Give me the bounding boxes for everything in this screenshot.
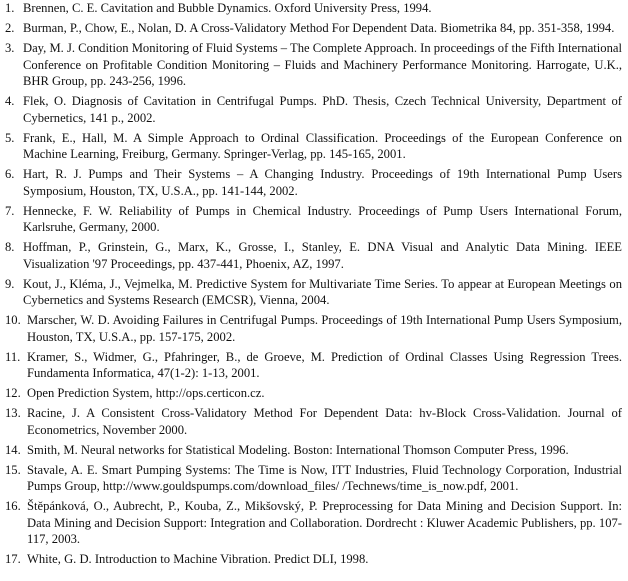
reference-item [5, 239, 622, 272]
reference-item [5, 349, 622, 382]
reference-text: Hennecke, F. W. Reliability of Pumps in Chemical Industry. Proceedings of Pump Users International Forum, Karlsruhe, Germany, 2000. [23, 203, 622, 234]
reference-item [5, 166, 622, 199]
reference-item [5, 0, 622, 17]
reference-text: Hoffman, P., Grinstein, G., Marx, K., Grosse, I., Stanley, E. DNA Visual and Analytic Data Mining. IEEE Visualization '97 Proceedings, pp. 437-441, Phoenix, AZ, 1997. [23, 240, 622, 271]
reference-number: 2. [5, 21, 15, 35]
reference-number: 10. [5, 313, 21, 327]
reference-text: Frank, E., Hall, M. A Simple Approach to Ordinal Classification. Proceedings of the European Conference on Machine Learning, Freiburg, Germany. Springer-Verlag, pp. 145-165, 2001. [23, 130, 622, 161]
reference-number: 16. [5, 499, 21, 513]
reference-item [5, 462, 622, 495]
reference-item [5, 20, 622, 37]
reference-number: 12. [5, 386, 21, 400]
reference-item [5, 385, 622, 402]
reference-text: Day, M. J. Condition Monitoring of Fluid Systems – The Complete Approach. In proceedings of the Fifth International Conference on Profitable Condition Monitoring – Fluids and Machinery Performance Monitoring. Harrogate, U.K., BHR Group, pp. 243-256, 1996. [23, 41, 622, 88]
reference-text: Burman, P., Chow, E., Nolan, D. A Cross-Validatory Method For Dependent Data. Biometrika 84, pp. 351-358, 1994. [23, 21, 615, 35]
reference-text: Kramer, S., Widmer, G., Pfahringer, B., de Groeve, M. Prediction of Ordinal Classes Using Regression Trees. Fundamenta Informatica, 47(1-2): 1-13, 2001. [27, 349, 622, 380]
reference-text: Štěpánková, O., Aubrecht, P., Kouba, Z., Mikšovský, P. Preprocessing for Data Mining and Decision Support. In: Data Mining and Decision Support: Integration and Collaboration. Dordrecht : Kluwer Academic Publishers, pp. 107-117, 2003. [27, 499, 622, 546]
reference-number: 17. [5, 552, 21, 566]
reference-text: Hart, R. J. Pumps and Their Systems – A Changing Industry. Proceedings of 19th International Pump Users Symposium, Houston, TX, U.S.A., pp. 141-144, 2002. [23, 167, 622, 198]
reference-item [5, 442, 622, 459]
reference-text: Open Prediction System, http://ops.certicon.cz. [27, 386, 265, 400]
reference-number: 8. [5, 240, 15, 254]
reference-number: 5. [5, 130, 15, 145]
reference-number: 3. [5, 41, 15, 55]
reference-text: Marscher, W. D. Avoiding Failures in Centrifugal Pumps. Proceedings of 19th International Pump Users Symposium, Houston, TX, U.S.A., pp. 157-175, 2002. [27, 313, 622, 344]
reference-number: 13. [5, 406, 21, 420]
reference-item [5, 498, 622, 548]
reference-item [5, 551, 622, 568]
reference-item [5, 276, 622, 309]
reference-text: Flek, O. Diagnosis of Cavitation in Centrifugal Pumps. PhD. Thesis, Czech Technical University, Department of Cybernetics, 141 p., 2002. [23, 94, 622, 125]
reference-text: Stavale, A. E. Smart Pumping Systems: The Time is Now, ITT Industries, Fluid Technology Corporation, Industrial Pumps Group, http://www.gouldspumps.com/download_files/ /Technews/time_is_now.pdf, 2001. [27, 462, 622, 493]
reference-item [5, 40, 622, 90]
reference-item [5, 203, 622, 236]
reference-item [5, 405, 622, 438]
reference-text: Kout, J., Kléma, J., Vejmelka, M. Predictive System for Multivariate Time Series. To appear at European Meetings on Cybernetics and Systems Research (EMCSR), Vienna, 2004. [23, 276, 622, 307]
reference-text: Smith, M. Neural networks for Statistical Modeling. Boston: International Thomson Computer Press, 1996. [27, 442, 569, 457]
reference-number: 9. [5, 276, 15, 291]
reference-number: 11. [5, 349, 21, 364]
reference-item [5, 93, 622, 126]
reference-item [5, 312, 622, 345]
reference-text: Brennen, C. E. Cavitation and Bubble Dynamics. Oxford University Press, 1994. [23, 1, 432, 15]
reference-number: 7. [5, 203, 15, 218]
reference-number: 1. [5, 1, 15, 15]
reference-list [5, 0, 622, 568]
reference-number: 4. [5, 94, 15, 108]
reference-number: 15. [5, 462, 21, 477]
reference-number: 6. [5, 167, 15, 181]
reference-item [5, 130, 622, 163]
reference-text: White, G. D. Introduction to Machine Vibration. Predict DLI, 1998. [27, 552, 369, 566]
reference-number: 14. [5, 442, 21, 457]
reference-text: Racine, J. A Consistent Cross-Validatory Method For Dependent Data: hv-Block Cross-Validation. Journal of Econometrics, November 2000. [27, 406, 622, 437]
